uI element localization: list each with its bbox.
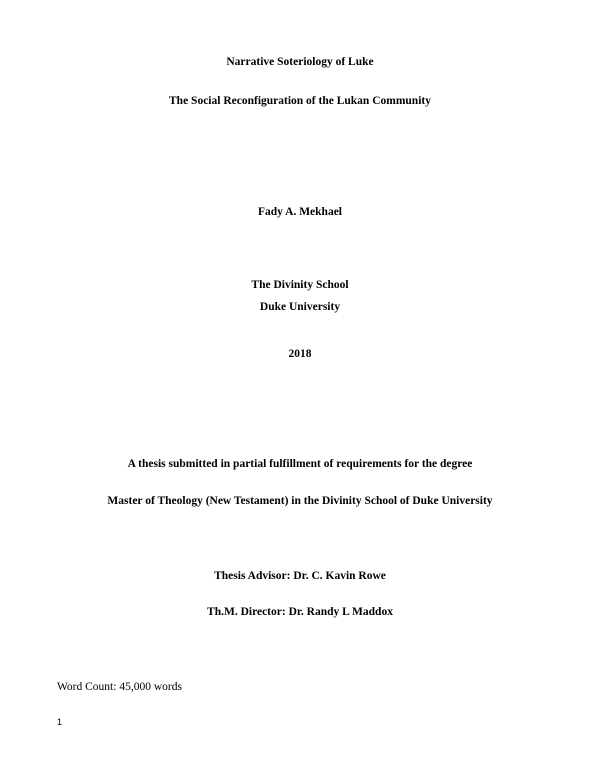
- school-name: The Divinity School: [251, 279, 349, 291]
- year: 2018: [288, 348, 312, 360]
- word-count: Word Count: 45,000 words: [57, 681, 182, 693]
- author-name: Fady A. Mekhael: [257, 206, 342, 218]
- university-name: Duke University: [259, 301, 341, 313]
- thesis-title: Narrative Soteriology of Luke: [226, 56, 374, 68]
- page-number: 1: [57, 717, 63, 727]
- thesis-subtitle: The Social Reconfiguration of the Lukan Community: [169, 95, 431, 107]
- thm-director: Th.M. Director: Dr. Randy L Maddox: [207, 606, 393, 618]
- degree-statement: Master of Theology (New Testament) in the Divinity School of Duke University: [107, 495, 493, 507]
- submission-statement: A thesis submitted in partial fulfillment of requirements for the degree: [127, 458, 473, 470]
- thesis-advisor: Thesis Advisor: Dr. C. Kavin Rowe: [214, 570, 386, 582]
